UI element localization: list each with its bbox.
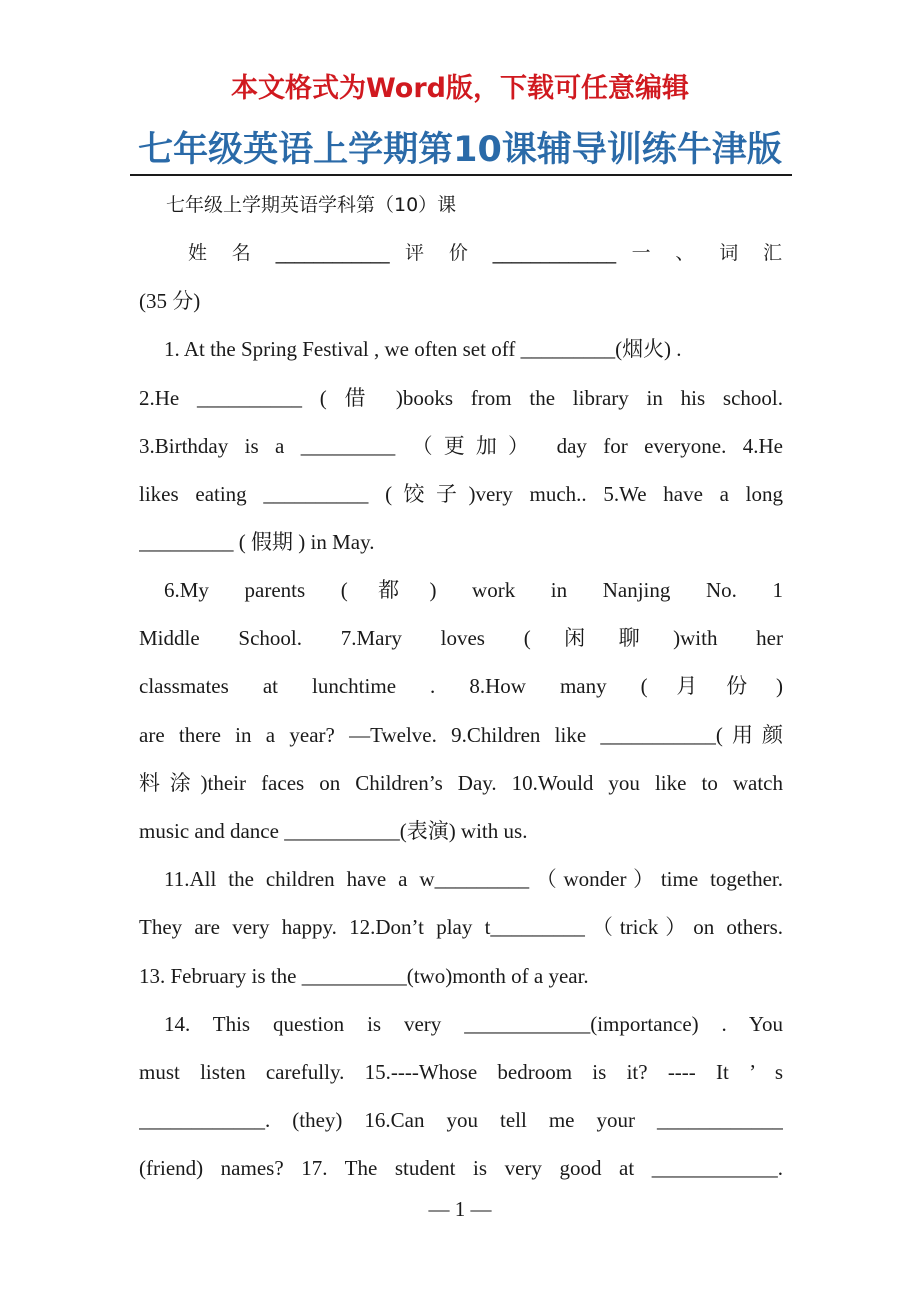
exercise-line-12: 11.All the children have a w_________（wonder）time together. xyxy=(164,867,783,891)
exercise-line-13: They are very happy. 12.Don’t play t_________（trick）on others. xyxy=(139,915,783,939)
exercise-line-17: ____________. (they) 16.Can you tell me your ____________ xyxy=(139,1108,783,1132)
title-divider xyxy=(130,174,792,176)
exercise-line-10: 料涂)their faces on Children’s Day. 10.Would you like to watch xyxy=(139,771,783,795)
exercise-line-15: 14. This question is very ____________(importance) . You xyxy=(164,1012,783,1036)
exercise-line-6: 6.My parents (都) work in Nanjing No. 1 xyxy=(164,578,783,602)
section-points: (35 分) xyxy=(139,289,201,313)
promo-banner: 本文格式为Word版，下载可任意编辑 xyxy=(230,73,689,104)
exercise-line-11: music and dance ___________(表演) with us. xyxy=(139,819,528,843)
exercise-line-1: 1. At the Spring Festival , we often set off _________(烟火) . xyxy=(164,337,682,361)
name-score-line: 姓 名 ____________ 评 价 _____________ 一 、 词 汇 xyxy=(188,242,782,264)
exercise-line-18: (friend) names? 17. The student is very good at ____________. xyxy=(139,1156,783,1180)
lesson-heading: 七年级上学期英语学科第（10）课 xyxy=(166,194,457,216)
exercise-line-16: must listen carefully. 15.----Whose bedroom is it? ---- It ’ s xyxy=(139,1060,783,1084)
page-number: — 1 — xyxy=(428,1197,492,1221)
exercise-line-5: _________ ( 假期 ) in May. xyxy=(139,530,375,554)
exercise-line-4: likes eating __________ (饺子)very much.. 5.We have a long xyxy=(139,482,783,506)
exercise-line-3: 3.Birthday is a _________ （更加） day for everyone. 4.He xyxy=(139,434,783,458)
exercise-line-2: 2.He __________ ( 借 )books from the library in his school. xyxy=(139,386,783,410)
exercise-line-9: are there in a year? —Twelve. 9.Children like ___________(用颜 xyxy=(139,723,783,747)
exercise-line-7: Middle School. 7.Mary loves (闲聊)with her xyxy=(139,626,783,650)
exercise-line-8: classmates at lunchtime . 8.How many (月份) xyxy=(139,674,783,698)
document-title: 七年级英语上学期第10课辅导训练牛津版 xyxy=(138,130,782,170)
exercise-line-14: 13. February is the __________(two)month of a year. xyxy=(139,964,589,988)
